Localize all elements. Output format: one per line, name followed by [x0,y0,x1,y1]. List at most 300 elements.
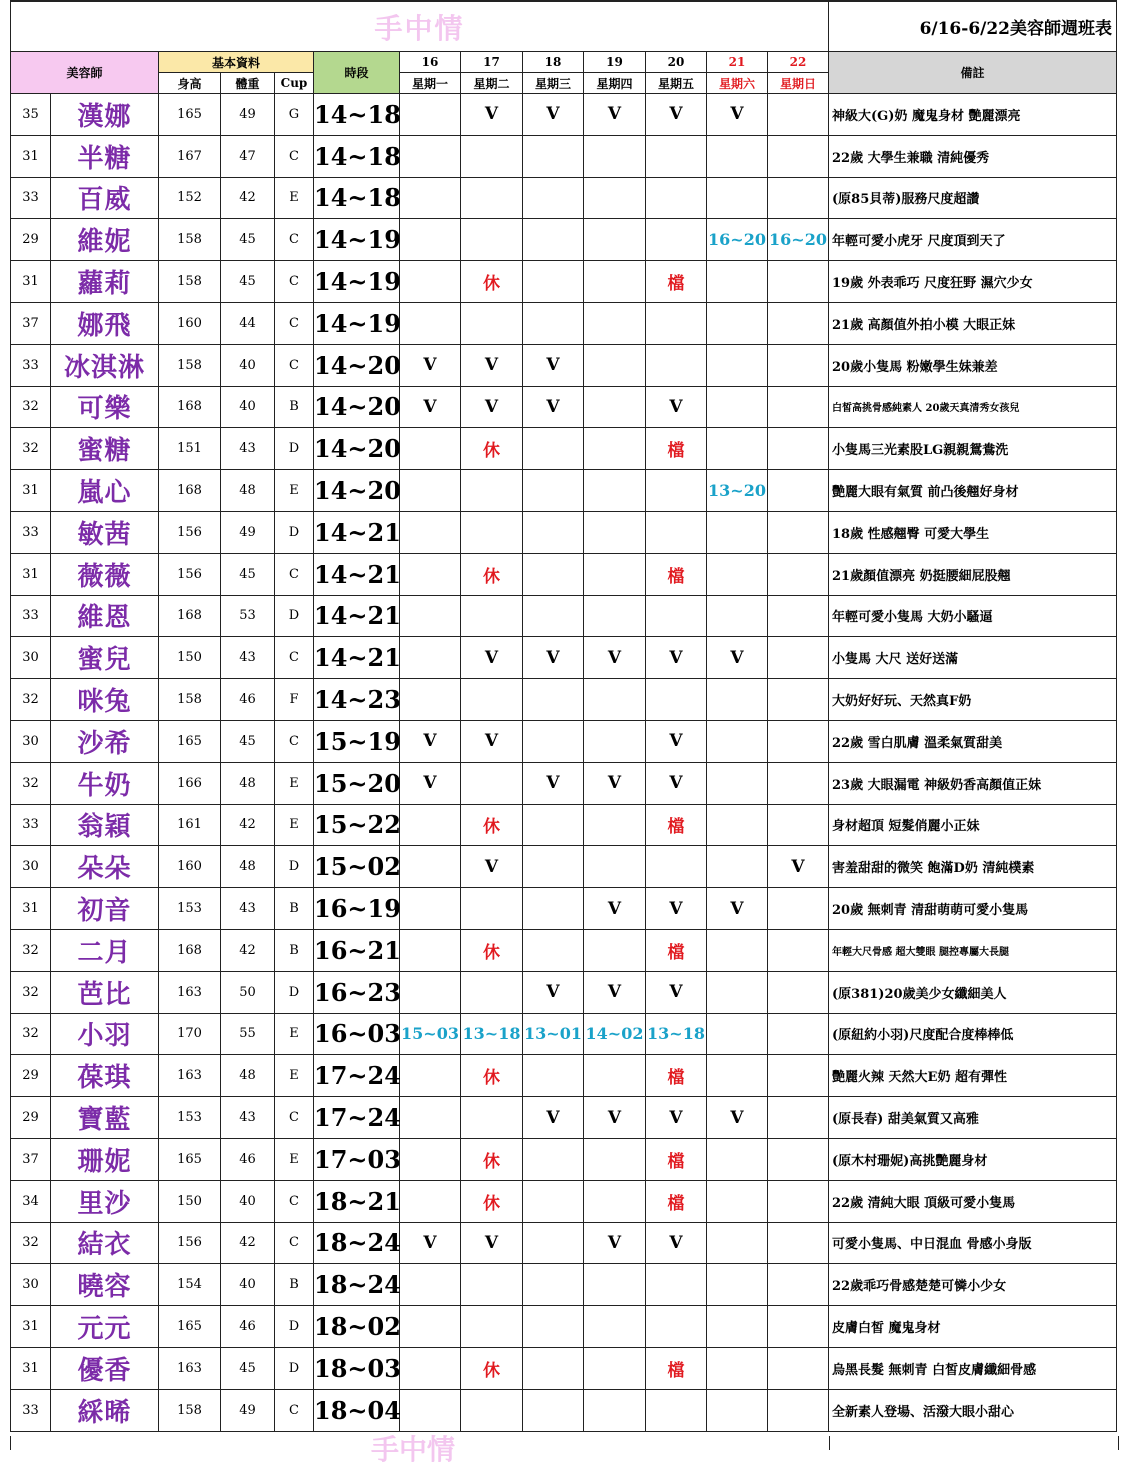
note-cell: (原85貝蒂)服務尺度超讚 [829,177,1117,219]
day-cell [768,637,829,679]
height-cell: 158 [159,679,221,721]
schedule-sheet [10,0,1117,1432]
weight-cell: 47 [221,135,275,177]
day-cell: V [400,344,461,386]
day-cell [584,1347,646,1389]
height-cell: 163 [159,1055,221,1097]
day-cell: V [707,637,768,679]
day-cell [523,1389,584,1431]
age-cell: 30 [11,846,51,888]
time-slot-cell: 18~21 [314,1180,400,1222]
day-cell [646,1264,707,1306]
day-cell [523,1222,584,1264]
note-cell: 22歲乖巧骨感楚楚可憐小少女 [829,1264,1117,1306]
day-cell [400,929,461,971]
table-row [11,1222,1117,1264]
therapist-name: 翁穎 [51,804,159,846]
height-cell: 150 [159,637,221,679]
day-cell: V [400,1222,461,1264]
day-cell [707,929,768,971]
therapist-name: 結衣 [51,1222,159,1264]
height-cell: 168 [159,595,221,637]
age-cell: 32 [11,929,51,971]
therapist-name: 二月 [51,929,159,971]
weight-cell: 45 [221,720,275,762]
therapist-name: 蜜兒 [51,637,159,679]
time-slot-cell: 14~18 [314,94,400,136]
day-cell [523,679,584,721]
day-cell [768,511,829,553]
day-cell [646,595,707,637]
day-cell [523,1264,584,1306]
height-cell: 170 [159,1013,221,1055]
table-row [11,1013,1117,1055]
age-cell: 32 [11,1013,51,1055]
time-slot-cell: 16~03 [314,1013,400,1055]
table-row [11,1180,1117,1222]
header-row-1 [11,52,1117,73]
cup-cell: D [275,595,314,637]
cup-cell: C [275,720,314,762]
weight-cell: 43 [221,1097,275,1139]
therapist-name: 優香 [51,1347,159,1389]
note-cell: 21歲顏值漂亮 奶挺腰細屁股翹 [829,553,1117,595]
day-cell: 16~20 [707,219,768,261]
day-cell [768,1138,829,1180]
day-cell [523,302,584,344]
therapist-name: 維恩 [51,595,159,637]
cup-cell: B [275,1264,314,1306]
day-cell [461,888,523,930]
header-height: 身高 [159,73,221,94]
age-cell: 31 [11,261,51,303]
header-day-num: 20 [646,52,707,73]
day-cell [707,386,768,428]
brand-title: 手中情 [11,1,829,52]
time-slot-cell: 14~18 [314,177,400,219]
therapist-name: 薇薇 [51,553,159,595]
day-cell [523,804,584,846]
day-cell [646,511,707,553]
weight-cell: 45 [221,219,275,261]
day-cell [523,720,584,762]
day-cell [768,1264,829,1306]
weight-cell: 44 [221,302,275,344]
day-cell [400,679,461,721]
day-cell [400,1264,461,1306]
day-cell: V [400,386,461,428]
day-cell [584,302,646,344]
time-slot-cell: 14~19 [314,219,400,261]
height-cell: 153 [159,888,221,930]
day-cell [584,135,646,177]
therapist-name: 可樂 [51,386,159,428]
day-cell: V [584,637,646,679]
day-cell [707,135,768,177]
title-row [11,1,1117,52]
day-cell: 檔 [646,1347,707,1389]
table-row [11,679,1117,721]
day-cell [461,1306,523,1348]
day-cell [400,1138,461,1180]
day-cell [461,595,523,637]
day-cell [584,470,646,512]
weight-cell: 42 [221,929,275,971]
day-cell [768,804,829,846]
day-cell [523,1347,584,1389]
day-cell [584,553,646,595]
weight-cell: 48 [221,1055,275,1097]
age-cell: 32 [11,428,51,470]
note-cell: 22歲 大學生兼職 清純優秀 [829,135,1117,177]
cup-cell: D [275,1347,314,1389]
day-cell [461,470,523,512]
day-cell [707,1347,768,1389]
day-cell: V [768,846,829,888]
cup-cell: C [275,219,314,261]
height-cell: 158 [159,1389,221,1431]
day-cell: 檔 [646,553,707,595]
day-cell [461,177,523,219]
day-cell: V [523,1097,584,1139]
day-cell [584,595,646,637]
height-cell: 160 [159,302,221,344]
day-cell [768,929,829,971]
day-cell: 檔 [646,929,707,971]
table-row [11,302,1117,344]
header-slot: 時段 [314,52,400,94]
weight-cell: 43 [221,888,275,930]
day-cell [584,386,646,428]
weight-cell: 46 [221,1138,275,1180]
note-cell: 20歲小隻馬 粉嫩學生妹兼差 [829,344,1117,386]
day-cell [584,1138,646,1180]
table-row [11,762,1117,804]
therapist-name: 嵐心 [51,470,159,512]
cup-cell: E [275,804,314,846]
day-cell [584,1180,646,1222]
day-cell [768,679,829,721]
day-cell [584,846,646,888]
note-cell: 19歲 外表乖巧 尺度狂野 濕穴少女 [829,261,1117,303]
day-cell [523,1138,584,1180]
note-cell: 18歲 性感翹臀 可愛大學生 [829,511,1117,553]
day-cell: V [461,637,523,679]
day-cell [523,135,584,177]
day-cell [400,135,461,177]
weight-cell: 50 [221,971,275,1013]
day-cell: 13~20 [707,470,768,512]
note-cell: 年輕大尺骨感 超大雙眼 腿控專屬大長腿 [829,929,1117,971]
day-cell [646,846,707,888]
time-slot-cell: 14~19 [314,302,400,344]
therapist-name: 芭比 [51,971,159,1013]
time-slot-cell: 18~24 [314,1222,400,1264]
day-cell: V [461,1222,523,1264]
time-slot-cell: 14~21 [314,553,400,595]
table-row [11,511,1117,553]
cup-cell: D [275,971,314,1013]
day-cell [584,1055,646,1097]
day-cell [707,595,768,637]
therapist-name: 沙希 [51,720,159,762]
day-cell [523,846,584,888]
day-cell [768,971,829,1013]
day-cell: V [523,637,584,679]
cup-cell: C [275,1180,314,1222]
day-cell: 檔 [646,1138,707,1180]
header-day-dow: 星期五 [646,73,707,94]
height-cell: 163 [159,1347,221,1389]
day-cell [768,1097,829,1139]
age-cell: 33 [11,177,51,219]
table-row [11,94,1117,136]
day-cell [461,511,523,553]
table-row [11,470,1117,512]
header-day-num: 18 [523,52,584,73]
table-row [11,177,1117,219]
weight-cell: 45 [221,553,275,595]
time-slot-cell: 14~21 [314,637,400,679]
header-day-num: 21 [707,52,768,73]
cup-cell: D [275,428,314,470]
day-cell [768,553,829,595]
day-cell [707,177,768,219]
day-cell [646,1389,707,1431]
day-cell [461,971,523,1013]
day-cell: V [523,344,584,386]
weight-cell: 49 [221,94,275,136]
height-cell: 158 [159,261,221,303]
age-cell: 32 [11,1222,51,1264]
header-day-dow: 星期二 [461,73,523,94]
weight-cell: 48 [221,762,275,804]
height-cell: 154 [159,1264,221,1306]
day-cell [707,553,768,595]
weight-cell: 40 [221,1264,275,1306]
day-cell: V [584,888,646,930]
cup-cell: G [275,94,314,136]
header-day-num: 17 [461,52,523,73]
day-cell: V [584,94,646,136]
day-cell: V [646,971,707,1013]
day-cell: V [646,1097,707,1139]
day-cell: 13~01 [523,1013,584,1055]
day-cell [707,1180,768,1222]
time-slot-cell: 14~20 [314,470,400,512]
day-cell [523,1055,584,1097]
weight-cell: 46 [221,1306,275,1348]
age-cell: 32 [11,386,51,428]
day-cell [400,1097,461,1139]
cup-cell: C [275,302,314,344]
weight-cell: 48 [221,470,275,512]
day-cell: V [584,1097,646,1139]
table-row [11,1138,1117,1180]
table-row [11,595,1117,637]
height-cell: 167 [159,135,221,177]
day-cell [400,888,461,930]
day-cell [646,219,707,261]
age-cell: 29 [11,1097,51,1139]
age-cell: 33 [11,595,51,637]
note-cell: 20歲 無刺青 清甜萌萌可愛小隻馬 [829,888,1117,930]
day-cell [768,302,829,344]
weight-cell: 43 [221,637,275,679]
day-cell [584,720,646,762]
day-cell [768,762,829,804]
day-cell [400,94,461,136]
header-day-num: 16 [400,52,461,73]
day-cell: 檔 [646,1055,707,1097]
time-slot-cell: 17~03 [314,1138,400,1180]
day-cell [584,428,646,470]
day-cell [523,511,584,553]
day-cell [584,344,646,386]
age-cell: 30 [11,720,51,762]
day-cell [768,1055,829,1097]
note-cell: 烏黑長髮 無刺青 白皙皮膚纖細骨感 [829,1347,1117,1389]
height-cell: 160 [159,846,221,888]
therapist-name: 珊妮 [51,1138,159,1180]
time-slot-cell: 14~19 [314,261,400,303]
note-cell: 大奶好好玩、天然真F奶 [829,679,1117,721]
day-cell: 檔 [646,261,707,303]
weight-cell: 48 [221,846,275,888]
therapist-name: 百威 [51,177,159,219]
therapist-name: 敏茜 [51,511,159,553]
day-cell: V [646,888,707,930]
header-day-dow: 星期日 [768,73,829,94]
therapist-name: 咪兔 [51,679,159,721]
day-cell: V [584,971,646,1013]
day-cell [768,428,829,470]
day-cell: 14~02 [584,1013,646,1055]
day-cell [707,762,768,804]
day-cell [707,804,768,846]
day-cell [400,1306,461,1348]
table-row [11,929,1117,971]
day-cell [707,1222,768,1264]
day-cell: 休 [461,804,523,846]
day-cell [646,344,707,386]
day-cell: 15~03 [400,1013,461,1055]
day-cell [523,1306,584,1348]
note-cell: 23歲 大眼漏電 神級奶香高顏值正妹 [829,762,1117,804]
note-cell: (原381)20歲美少女纖細美人 [829,971,1117,1013]
day-cell [523,1180,584,1222]
week-title: 6/16-6/22美容師週班表 [829,1,1117,52]
therapist-name: 冰淇淋 [51,344,159,386]
age-cell: 30 [11,1264,51,1306]
day-cell [400,219,461,261]
header-day-dow: 星期三 [523,73,584,94]
day-cell [584,929,646,971]
therapist-name: 娜飛 [51,302,159,344]
time-slot-cell: 18~03 [314,1347,400,1389]
therapist-name: 牛奶 [51,762,159,804]
day-cell [400,1180,461,1222]
age-cell: 31 [11,470,51,512]
day-cell [461,1264,523,1306]
day-cell: V [584,762,646,804]
header-name: 美容師 [11,52,159,94]
cup-cell: C [275,553,314,595]
day-cell: V [707,94,768,136]
time-slot-cell: 15~22 [314,804,400,846]
table-row [11,1055,1117,1097]
day-cell [461,762,523,804]
therapist-name: 里沙 [51,1180,159,1222]
header-day-dow: 星期六 [707,73,768,94]
header-note: 備註 [829,52,1117,94]
age-cell: 31 [11,1347,51,1389]
height-cell: 165 [159,720,221,762]
note-cell: 白皙高挑骨感純素人 20歲天真清秀女孩兒 [829,386,1117,428]
day-cell [584,679,646,721]
note-cell: 21歲 高顏值外拍小模 大眼正妹 [829,302,1117,344]
time-slot-cell: 14~21 [314,595,400,637]
age-cell: 31 [11,135,51,177]
day-cell [400,971,461,1013]
note-cell: 害羞甜甜的微笑 飽滿D奶 清純樸素 [829,846,1117,888]
weight-cell: 45 [221,1347,275,1389]
cup-cell: D [275,846,314,888]
day-cell: 休 [461,261,523,303]
table-row [11,1097,1117,1139]
day-cell [400,846,461,888]
age-cell: 31 [11,888,51,930]
day-cell: V [461,846,523,888]
next-page-edge [10,1433,1119,1466]
table-row [11,261,1117,303]
time-slot-cell: 15~19 [314,720,400,762]
day-cell [768,470,829,512]
day-cell [707,720,768,762]
day-cell: V [523,762,584,804]
day-cell [646,302,707,344]
age-cell: 29 [11,1055,51,1097]
day-cell [584,511,646,553]
day-cell [523,553,584,595]
day-cell: V [461,386,523,428]
cup-cell: C [275,344,314,386]
header-day-num: 19 [584,52,646,73]
time-slot-cell: 18~02 [314,1306,400,1348]
day-cell [768,344,829,386]
day-cell: 檔 [646,428,707,470]
day-cell [768,135,829,177]
age-cell: 30 [11,637,51,679]
day-cell [707,344,768,386]
therapist-name: 綵晞 [51,1389,159,1431]
day-cell: V [523,971,584,1013]
table-row [11,386,1117,428]
age-cell: 32 [11,679,51,721]
day-cell [400,804,461,846]
day-cell [461,679,523,721]
cup-cell: E [275,762,314,804]
weight-cell: 42 [221,177,275,219]
day-cell: V [400,720,461,762]
day-cell [768,1389,829,1431]
cup-cell: D [275,1306,314,1348]
day-cell [584,219,646,261]
note-cell: 艷麗火辣 天然大E奶 超有彈性 [829,1055,1117,1097]
table-row [11,135,1117,177]
time-slot-cell: 18~04 [314,1389,400,1431]
therapist-name: 初音 [51,888,159,930]
